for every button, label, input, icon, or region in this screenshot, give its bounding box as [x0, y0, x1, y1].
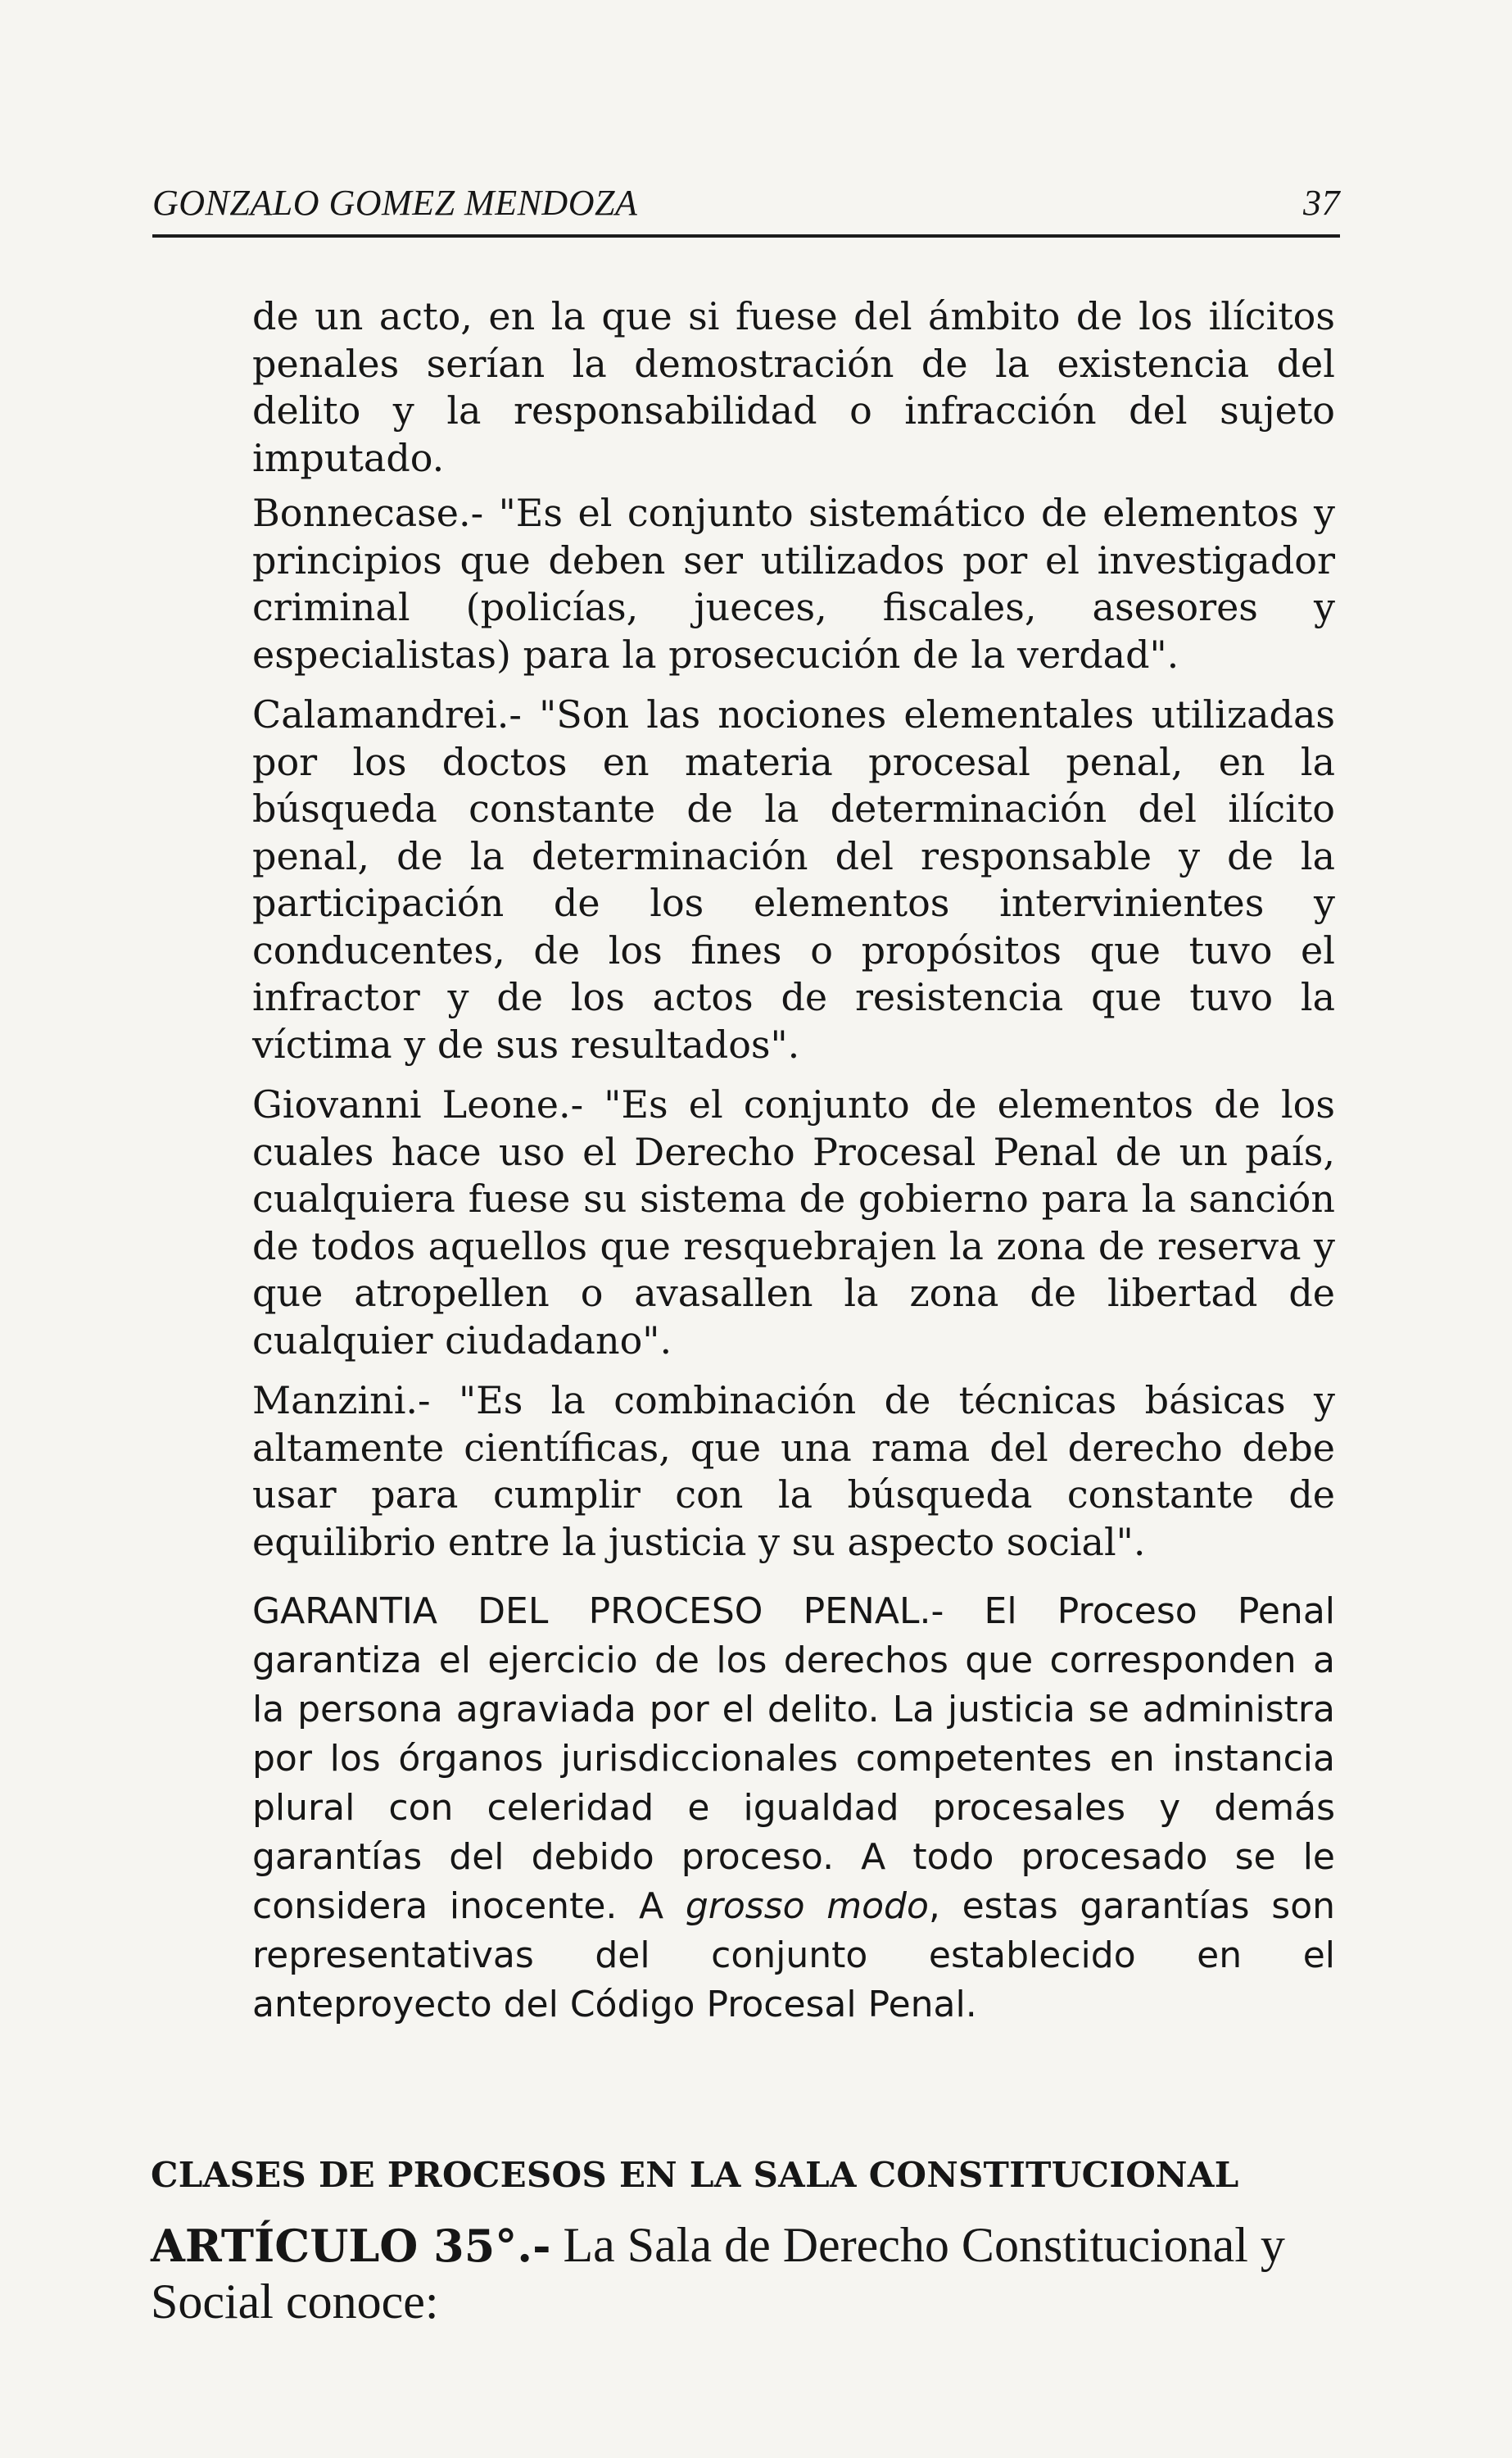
paragraph-continuation: de un acto, en la que si fuese del ámbito de los ilícitos penales serían la demostración de la existencia del delito y la responsabilidad o infracción del sujeto imputado. [252, 294, 1335, 480]
paragraph-calamandrei: Calamandrei.- "Son las nociones elementales utilizadas por los doctos en materia procesal penal, en la búsqueda constante de la determinación del ilícito penal, de la determinación del responsable y de la participación de los elementos intervinientes y conducentes, de los fines o propósitos que tuvo el infractor y de los actos de resistencia que tuvo la víctima y de sus resultados". [252, 692, 1335, 1067]
article-35 [151, 2217, 1347, 2329]
header-rule [152, 234, 1340, 238]
article-lead: ARTÍCULO 35°.- [151, 2220, 551, 2272]
article-text: La Sala de Derecho Constitucional y Social conoce: [151, 2218, 1285, 2329]
garantia-text-1: GARANTIA DEL PROCESO PENAL.- El Proceso Penal garantiza el ejercicio de los derechos que corresponden a la persona agraviada por el delito. La justicia se administra por los órganos jurisdiccionales competentes en instancia plural con celeridad e igualdad procesales y demás garantías del debido proceso. A todo procesado se le considera inocente. A [252, 1590, 1335, 1927]
paragraph-manzini: Manzini.- "Es la combinación de técnicas básicas y altamente científicas, que una rama del derecho debe usar para cumplir con la búsqueda constante de equilibrio entre la justicia y su aspecto social". [252, 1378, 1335, 1564]
paragraph-leone: Giovanni Leone.- "Es el conjunto de elementos de los cuales hace uso el Derecho Procesal Penal de un país, cualquiera fuese su sistema de gobierno para la sanción de todos aquellos que resquebrajen la zona de reserva y que atropellen o avasallen la zona de libertad de cualquier ciudadano". [252, 1082, 1335, 1363]
header-page-number: 37 [1303, 183, 1340, 223]
garantia-text-2: , estas garantías son representativas del conjunto establecido en el anteproyecto del Código Procesal Penal. [252, 1885, 1335, 2025]
running-header [152, 182, 1340, 224]
section-heading: CLASES DE PROCESOS EN LA SALA CONSTITUCIONAL [151, 2155, 1239, 2195]
paragraph-bonnecase: Bonnecase.- "Es el conjunto sistemático de elementos y principios que deben ser utilizados por el investigador criminal (policías, jueces, fiscales, asesores y especialistas) para la prosecución de la verdad". [252, 491, 1335, 677]
header-author: GONZALO GOMEZ MENDOZA [152, 183, 638, 223]
body-text [252, 293, 1335, 2043]
garantia-italic: grosso modo [685, 1885, 929, 1927]
paragraph-garantia [252, 1587, 1335, 2029]
